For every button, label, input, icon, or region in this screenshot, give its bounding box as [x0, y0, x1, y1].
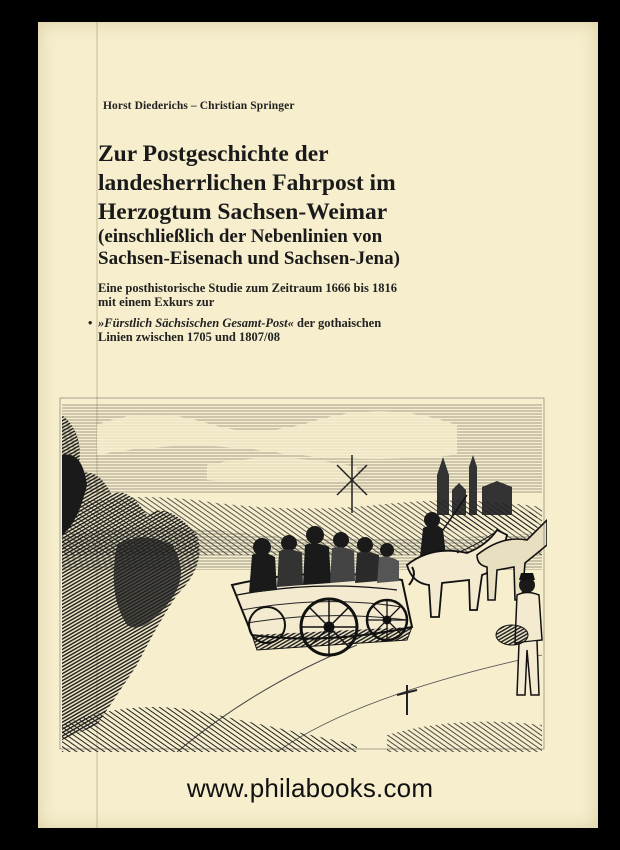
website-watermark: www.philabooks.com — [186, 773, 434, 803]
title-line: Zur Postgeschichte der — [98, 141, 329, 167]
bullet-icon: • — [88, 316, 93, 330]
excursus-line2: Linien zwischen 1705 und 1807/08 — [98, 330, 280, 344]
excursus-text — [98, 316, 518, 344]
study-line: Eine posthistorische Studie zum Zeitraum 1666 bis 1816 — [98, 281, 397, 295]
author-names: Horst Diederichs – Christian Springer — [103, 100, 295, 112]
title-line: Herzogtum Sachsen-Weimar — [98, 199, 388, 225]
subtitle-line: (einschließlich der Nebenlinien von — [98, 226, 383, 247]
subtitle-line: Sachsen-Eisenach und Sachsen-Jena) — [98, 248, 400, 269]
study-description — [98, 281, 538, 309]
book-title — [98, 140, 528, 227]
study-line: mit einem Exkurs zur — [98, 295, 215, 309]
excursus-rest: der gothaischen — [293, 316, 382, 330]
book-subtitle — [98, 226, 538, 270]
excursus-italic: »Fürstlich Sächsischen Gesamt-Post« — [98, 316, 294, 330]
postal-coach-engraving — [57, 395, 547, 752]
title-line: landesherrlichen Fahrpost im — [98, 170, 396, 196]
